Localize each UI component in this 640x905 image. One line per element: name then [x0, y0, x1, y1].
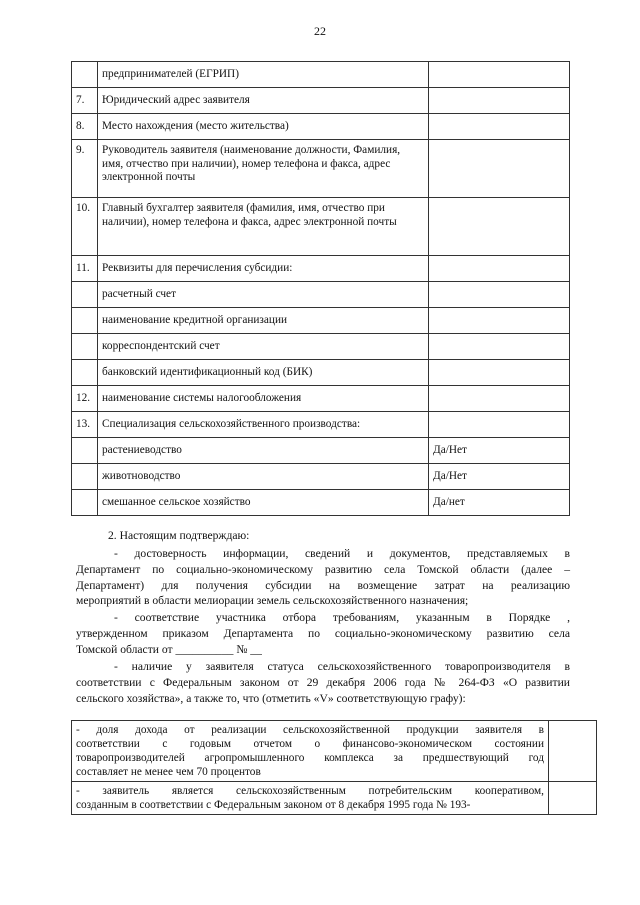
- row-value[interactable]: Да/Нет: [429, 438, 570, 464]
- criteria-line: составляет не менее чем 70 процентов: [76, 766, 261, 778]
- table-row: [72, 140, 570, 198]
- table-row: [72, 721, 597, 782]
- status-criteria-table: [71, 720, 597, 815]
- row-label: наименование системы налогообложения: [98, 386, 429, 412]
- criteria-text: [72, 721, 549, 782]
- row-number: 11.: [72, 256, 98, 282]
- row-label: Место нахождения (место жительства): [98, 114, 429, 140]
- criteria-mark-cell[interactable]: [549, 782, 597, 815]
- paragraph-compliance: [76, 610, 570, 657]
- paragraph-line: Томской области от __________ № __: [76, 642, 262, 656]
- criteria-line: товаропроизводителей агропромышленного комплекса за предшествующий год: [76, 752, 544, 764]
- row-number: 7.: [72, 88, 98, 114]
- row-label: Реквизиты для перечисления субсидии:: [98, 256, 429, 282]
- criteria-text: [72, 782, 549, 815]
- paragraph-line: - соответствие участника отбора требованиям, указанным в Порядке ,: [114, 611, 570, 624]
- row-value[interactable]: [429, 62, 570, 88]
- row-number: 12.: [72, 386, 98, 412]
- row-value[interactable]: [429, 140, 570, 198]
- row-value[interactable]: [429, 412, 570, 438]
- row-value[interactable]: Да/нет: [429, 490, 570, 516]
- row-number: [72, 490, 98, 516]
- paragraph-status: [76, 659, 570, 706]
- row-number: 10.: [72, 198, 98, 256]
- row-number: [72, 464, 98, 490]
- row-value[interactable]: [429, 198, 570, 256]
- row-number: [72, 308, 98, 334]
- applicant-info-table: [71, 61, 570, 516]
- paragraph-line: - достоверность информации, сведений и документов, представляемых в: [114, 547, 570, 560]
- paragraph-line: - наличие у заявителя статуса сельскохозяйственного товаропроизводителя в: [114, 660, 570, 673]
- table-row: [72, 198, 570, 256]
- row-label: расчетный счет: [98, 282, 429, 308]
- confirm-heading: 2. Настоящим подтверждаю:: [108, 529, 250, 542]
- row-label: банковский идентификационный код (БИК): [98, 360, 429, 386]
- table-row: [72, 438, 570, 464]
- row-value[interactable]: [429, 308, 570, 334]
- table-row: [72, 114, 570, 140]
- row-number: 9.: [72, 140, 98, 198]
- row-label: Руководитель заявителя (наименование должности, Фамилия, имя, отчество при наличии), номер телефона и факса, адрес электронной почты: [98, 140, 429, 198]
- page-number: 22: [314, 24, 326, 38]
- table-row: [72, 62, 570, 88]
- row-number: [72, 62, 98, 88]
- row-label: наименование кредитной организации: [98, 308, 429, 334]
- criteria-mark-cell[interactable]: [549, 721, 597, 782]
- row-label: Юридический адрес заявителя: [98, 88, 429, 114]
- row-value[interactable]: Да/Нет: [429, 464, 570, 490]
- paragraph-line: Департамент по социально-экономическому развитию села Томской области (далее –: [76, 562, 570, 576]
- row-number: [72, 282, 98, 308]
- row-number: [72, 360, 98, 386]
- paragraph-line: мероприятий в области мелиорации земель сельскохозяйственного назначения;: [76, 594, 469, 608]
- table-row: [72, 360, 570, 386]
- criteria-line: соответствии с годовым отчетом о финансово-экономическом состоянии: [76, 738, 544, 750]
- table-row: [72, 334, 570, 360]
- row-value[interactable]: [429, 88, 570, 114]
- row-value[interactable]: [429, 114, 570, 140]
- paragraph-line: Департамент) для получения субсидии на возмещение затрат на реализацию: [76, 578, 570, 592]
- row-value[interactable]: [429, 360, 570, 386]
- row-value[interactable]: [429, 256, 570, 282]
- row-label: животноводство: [98, 464, 429, 490]
- row-label: Главный бухгалтер заявителя (фамилия, имя, отчество при наличии), номер телефона и факса, адрес электронной почты: [98, 198, 429, 256]
- row-label: смешанное сельское хозяйство: [98, 490, 429, 516]
- paragraph-reliability: [76, 546, 570, 609]
- table-row: [72, 256, 570, 282]
- row-number: 13.: [72, 412, 98, 438]
- table-row: [72, 386, 570, 412]
- table-row: [72, 412, 570, 438]
- row-value[interactable]: [429, 334, 570, 360]
- paragraph-line: соответствии с Федеральным законом от 29 декабря 2006 года № 264-ФЗ «О развитии: [76, 675, 570, 689]
- criteria-line: - доля дохода от реализации сельскохозяйственной продукции заявителя в: [76, 724, 544, 736]
- table-row: [72, 490, 570, 516]
- row-number: 8.: [72, 114, 98, 140]
- row-label: предпринимателей (ЕГРИП): [98, 62, 429, 88]
- table-row: [72, 464, 570, 490]
- row-label: корреспондентский счет: [98, 334, 429, 360]
- row-label: Специализация сельскохозяйственного производства:: [98, 412, 429, 438]
- row-label: растениеводство: [98, 438, 429, 464]
- row-number: [72, 438, 98, 464]
- table-row: [72, 782, 597, 815]
- criteria-line: созданным в соответствии с Федеральным законом от 8 декабря 1995 года № 193-: [76, 799, 471, 811]
- table-row: [72, 282, 570, 308]
- row-number: [72, 334, 98, 360]
- paragraph-line: сельского хозяйства», а также то, что (отметить «V» соответствующую графу):: [76, 691, 466, 705]
- row-value[interactable]: [429, 386, 570, 412]
- table-row: [72, 88, 570, 114]
- paragraph-line: утвержденном приказом Департамента по социально-экономическому развитию села: [76, 626, 570, 640]
- criteria-line: - заявитель является сельскохозяйственным потребительским кооперативом,: [76, 785, 544, 797]
- confirm-section: [76, 528, 570, 544]
- table-row: [72, 308, 570, 334]
- row-value[interactable]: [429, 282, 570, 308]
